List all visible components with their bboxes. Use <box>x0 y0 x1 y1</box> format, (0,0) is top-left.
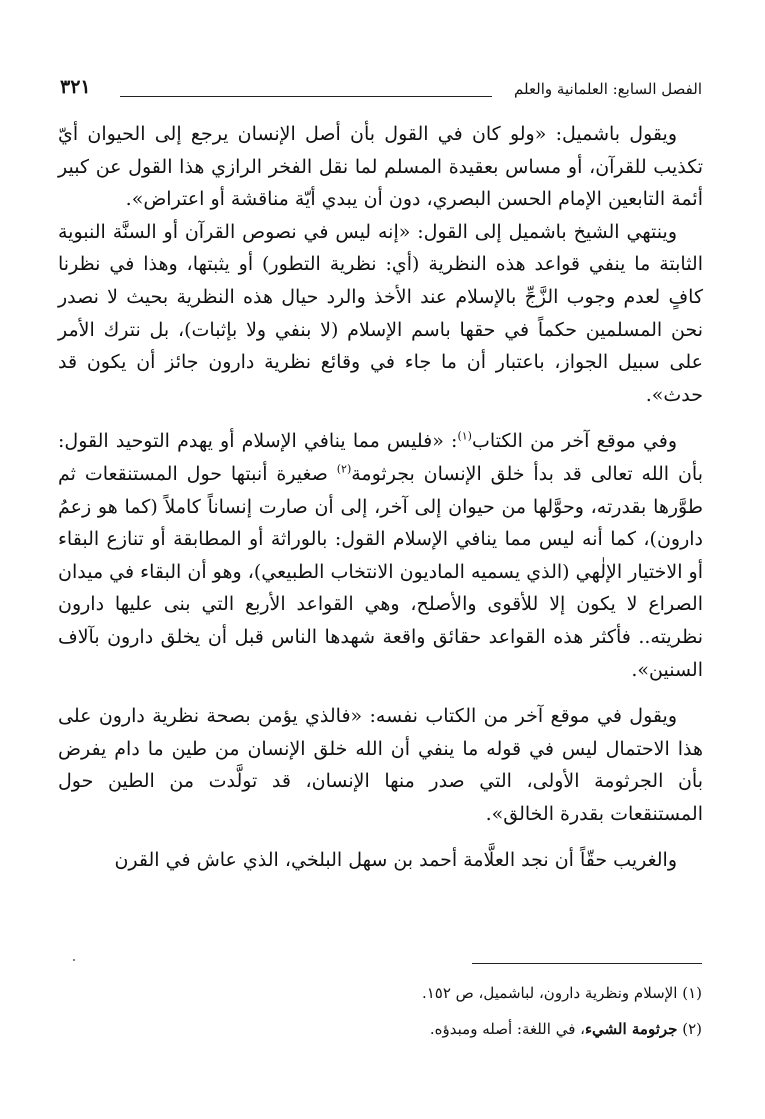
chapter-title: الفصل السابع: العلمانية والعلم <box>514 80 702 98</box>
footnotes <box>60 978 702 1050</box>
paragraph-4: ويقول في موقع آخر من الكتاب نفسه: «فالذي يؤمن بصحة نظرية دارون على هذا الاحتمال ليس في قوله ما ينفي أن الله خلق الإنسان من طين ما دام يفرض بأن الجرثومة الأولى، التي صدر منها الإنسان، قد تولَّدت من الطين حول المستنقعات بقدرة الخالق». <box>58 705 703 825</box>
footnote-1 <box>60 978 702 1008</box>
header-rule <box>120 96 492 97</box>
running-header <box>60 78 702 108</box>
print-speck <box>73 959 75 961</box>
paragraph-3-text-a: وفي موقع آخر من الكتاب <box>471 430 678 453</box>
paragraph-3-text-c: صغيرة أنبتها حول المستنقعات ثم طوَّرها بقدرته، وحوَّلها من حيوان إلى آخر، إلى أن صارت إنساناً كاملاً (كما هو زعمُ دارون)، كما أنه ليس مما ينافي الإسلام القول: بالوراثة أو المطابقة أو تنازع البقاء أو الاختيار الإلٰهي (الذي يسميه الماديون الانتخاب الطبيعي)، وهو أن البقاء في ميدان الصراع لا يكون إلا للأقوى والأصلح، وهي القواعد الأربع التي بنى عليها دارون نظريته.. فأكثر هذه القواعد حقائق واقعة شهدها الناس قبل أن يخلق دارون بآلاف السنين». <box>58 462 703 681</box>
footnote-2 <box>60 1014 702 1044</box>
page-number: ٣٢١ <box>60 76 91 98</box>
footnote-2-term: جرثومة الشيء <box>584 1020 678 1038</box>
paragraph-3-text-b: : «فليس مما ينافي الإسلام أو يهدم التوحيد القول: بأن الله تعالى قد بدأ خلق الإنسان بجرثومة <box>58 430 703 485</box>
footnote-ref-2[interactable]: (٢) <box>336 462 352 476</box>
footnote-ref-1[interactable]: (١) <box>457 430 472 444</box>
footnote-1-text: الإسلام ونظرية دارون، لباشميل، ص ١٥٢. <box>421 984 678 1002</box>
footnote-1-number: (١) <box>682 984 702 1002</box>
paragraph-5: والغريب حقّاً أن نجد العلَّامة أحمد بن سهل البلخي، الذي عاش في القرن <box>114 849 677 872</box>
footnote-2-number: (٢) <box>682 1020 702 1038</box>
footnote-2-text: ، في اللغة: أصله ومبدؤه. <box>429 1020 585 1038</box>
paragraph-1: ويقول باشميل: «ولو كان في القول بأن أصل الإنسان يرجع إلى الحيوان أيّ تكذيب للقرآن، أو مساس بعقيدة المسلم لما نقل الفخر الرازي هذا القول عن كبير أئمة التابعين الإمام الحسن البصري، دون أن يبدي أيّة مناقشة أو اعتراض». <box>58 123 703 211</box>
main-text <box>58 118 703 877</box>
footnote-separator <box>472 963 702 964</box>
paragraph-3 <box>58 425 703 686</box>
paragraph-2: وينتهي الشيخ باشميل إلى القول: «إنه ليس في نصوص القرآن أو السنَّة النبوية الثابتة ما ينفي قواعد هذه النظرية (أي: نظرية التطور) أو يثبتها، وهذا في نظرنا كافٍ لعدم وجوب الزَّجِّ بالإسلام عند الأخذ والرد حيال هذه النظرية بحيث لا نصدر نحن المسلمين حكماً في حقها باسم الإسلام (لا بنفي ولا بإثبات)، بل نترك الأمر على سبيل الجواز، باعتبار أن ما جاء في وقائع نظرية دارون جائز أن يكون قد حدث». <box>58 220 703 406</box>
